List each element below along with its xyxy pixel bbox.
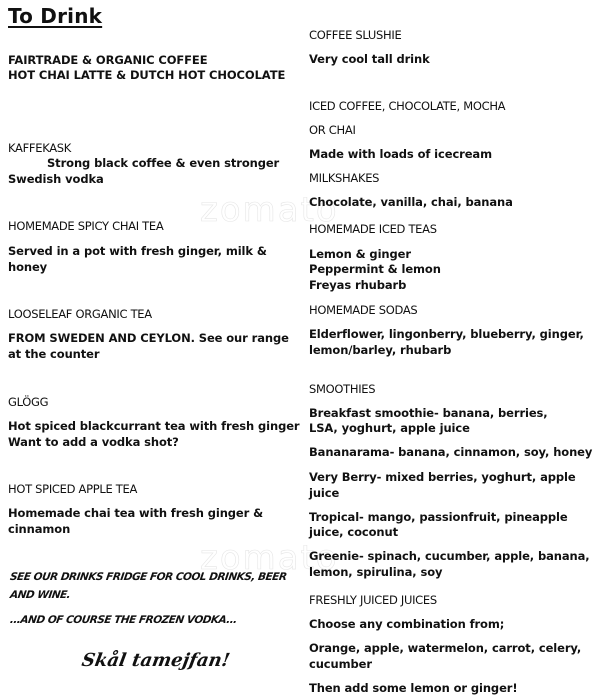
smoothies-name: SMOOTHIES xyxy=(309,382,376,396)
iced-name: OR CHAI xyxy=(309,123,356,137)
smoothie-item: lemon, spirulina, soy xyxy=(309,565,443,579)
smoothie-item: Greenie- spinach, cucumber, apple, banana, xyxy=(309,549,590,563)
glogg-desc: Want to add a vodka shot? xyxy=(8,435,179,449)
apple-tea-desc: Homemade chai tea with fresh ginger & xyxy=(8,506,264,520)
glogg-name: GLÖGG xyxy=(8,395,49,409)
glogg-desc: Hot spiced blackcurrant tea with fresh ginger xyxy=(8,419,300,433)
smoothie-item: juice, coconut xyxy=(309,525,398,539)
vodka-note: ...AND OF COURSE THE FROZEN VODKA... xyxy=(9,614,238,626)
juices-intro: Choose any combination from; xyxy=(309,617,505,631)
coffee-heading-1: FAIRTRADE & ORGANIC COFFEE xyxy=(8,53,208,67)
apple-tea-desc: cinnamon xyxy=(8,522,71,536)
chai-name: HOMEMADE SPICY CHAI TEA xyxy=(8,219,164,233)
iced-tea-item: Lemon & ginger xyxy=(309,247,411,261)
looseleaf-name: LOOSELEAF ORGANIC TEA xyxy=(8,307,152,321)
looseleaf-desc: at the counter xyxy=(8,347,100,361)
coffee-heading-2: HOT CHAI LATTE & DUTCH HOT CHOCOLATE xyxy=(8,68,286,82)
fridge-note: SEE OUR DRINKS FRIDGE FOR COOL DRINKS, BEER xyxy=(9,571,288,583)
smoothie-item: Very Berry- mixed berries, yoghurt, apple xyxy=(309,470,576,484)
juices-options: cucumber xyxy=(309,657,372,671)
sodas-desc: Elderflower, lingonberry, blueberry, ginger, xyxy=(309,327,584,341)
chai-desc: honey xyxy=(8,260,48,274)
sodas-desc: lemon/barley, rhubarb xyxy=(309,343,452,357)
page-title: To Drink xyxy=(8,4,103,28)
milkshakes-name: MILKSHAKES xyxy=(309,171,380,185)
looseleaf-desc: FROM SWEDEN AND CEYLON. See our range xyxy=(8,331,289,345)
kaffekask-desc: Strong black coffee & even stronger xyxy=(47,156,280,170)
milkshakes-desc: Chocolate, vanilla, chai, banana xyxy=(309,195,513,209)
smoothie-item: LSA, yoghurt, apple juice xyxy=(309,421,470,435)
sodas-name: HOMEMADE SODAS xyxy=(309,303,418,317)
juices-name: FRESHLY JUICED JUICES xyxy=(309,593,437,607)
smoothie-item: Breakfast smoothie- banana, berries, xyxy=(309,406,548,420)
smoothie-item: juice xyxy=(309,486,340,500)
juices-addon: Then add some lemon or ginger! xyxy=(309,681,518,695)
kaffekask-desc: Swedish vodka xyxy=(8,172,104,186)
smoothie-item: Tropical- mango, passionfruit, pineapple xyxy=(309,510,568,524)
slushie-desc: Very cool tall drink xyxy=(309,52,430,66)
apple-tea-name: HOT SPICED APPLE TEA xyxy=(8,482,138,496)
chai-desc: Served in a pot with fresh ginger, milk & xyxy=(8,244,267,258)
watermark: zomato xyxy=(200,190,339,230)
iced-tea-item: Freyas rhubarb xyxy=(309,278,407,292)
fridge-note: AND WINE. xyxy=(9,589,72,601)
iced-tea-item: Peppermint & lemon xyxy=(309,262,441,276)
kaffekask-name: KAFFEKASK xyxy=(8,141,72,155)
smoothie-item: Bananarama- banana, cinnamon, soy, honey xyxy=(309,445,593,459)
iced-desc: Made with loads of icecream xyxy=(309,147,492,161)
juices-options: Orange, apple, watermelon, carrot, celery, xyxy=(309,641,582,655)
iced-name: ICED COFFEE, CHOCOLATE, MOCHA xyxy=(309,99,506,113)
iced-teas-name: HOMEMADE ICED TEAS xyxy=(309,222,437,236)
slushie-name: COFFEE SLUSHIE xyxy=(309,28,402,42)
watermark: zomato xyxy=(200,538,339,578)
signoff: Skål tamejfan! xyxy=(80,650,232,671)
